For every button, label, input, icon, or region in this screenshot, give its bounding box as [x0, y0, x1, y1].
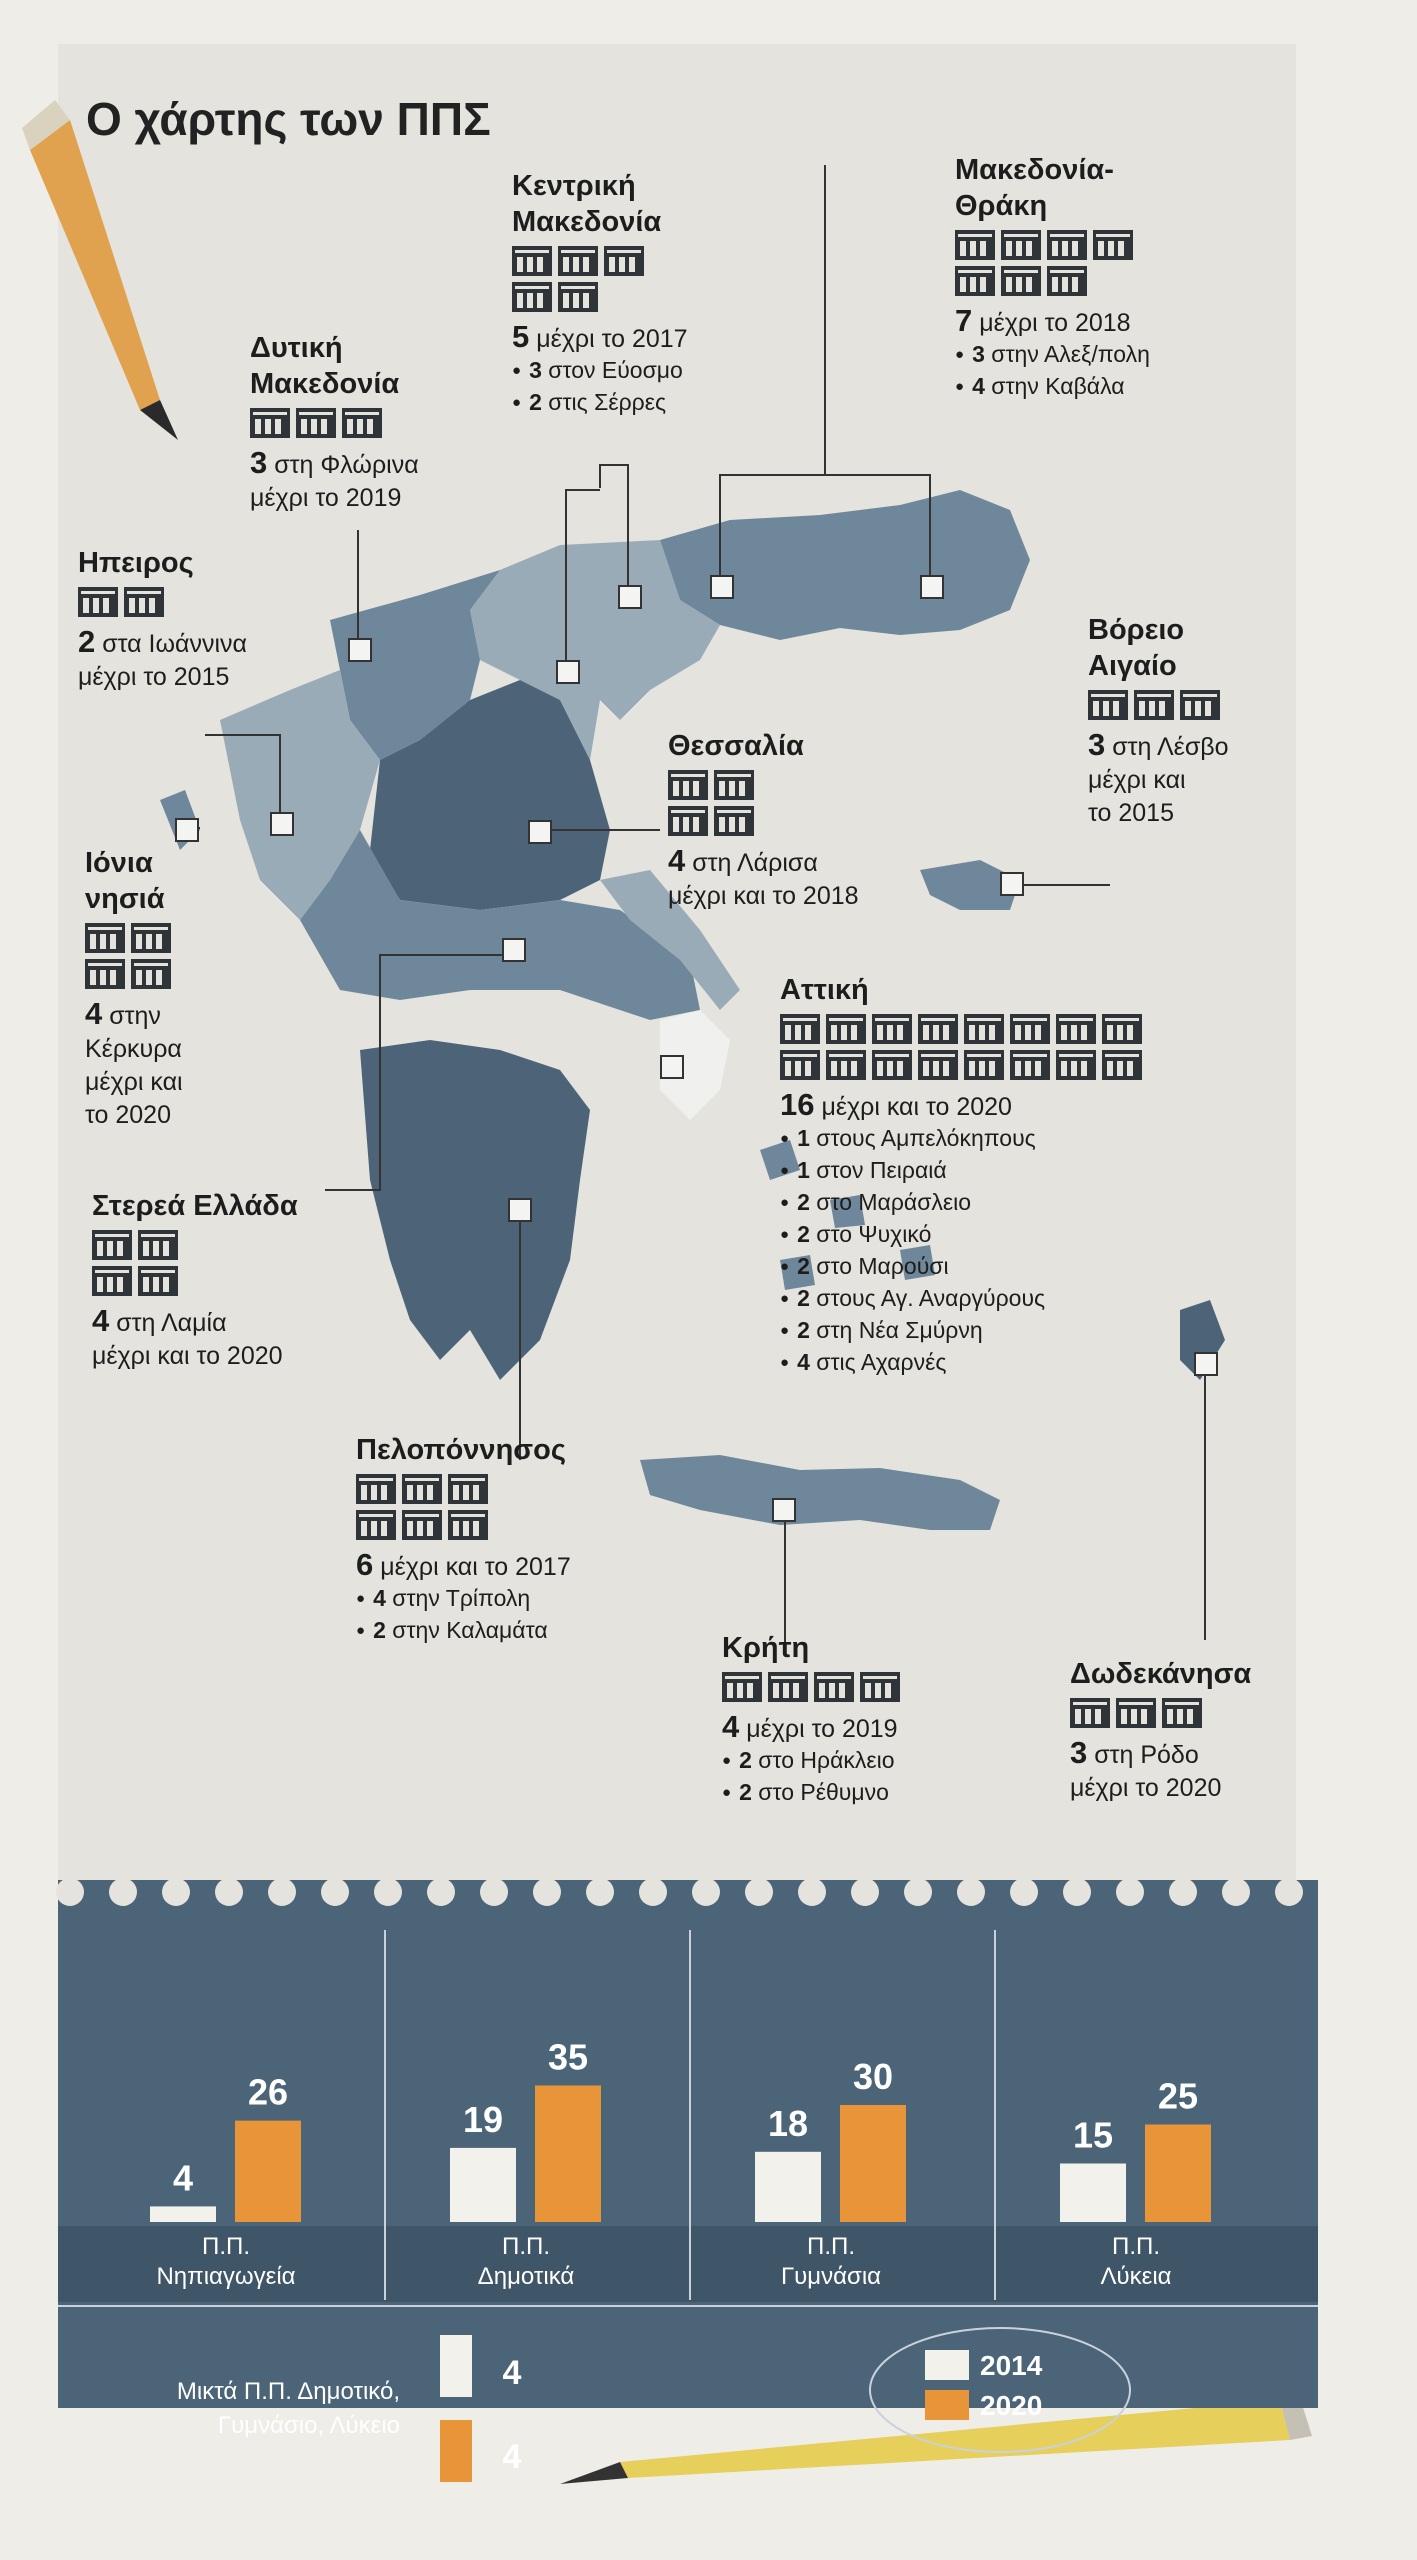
- region-count: 6: [356, 1547, 374, 1582]
- region-name: Κρήτη: [722, 1632, 810, 1664]
- region-count: 4: [668, 843, 686, 878]
- mixed-label-line: Γυμνάσιο, Λύκειο: [217, 2412, 400, 2439]
- region-name: Αττική: [780, 974, 869, 1006]
- category-label: Π.Π.: [502, 2233, 550, 2260]
- region-text: στη Λέσβο: [1112, 733, 1229, 761]
- bullet-item: ● 2 στη Νέα Σμύρνη: [780, 1316, 1160, 1348]
- region-count: 4: [85, 996, 103, 1031]
- region-name: Μακεδονία: [250, 368, 400, 400]
- bullet-item: ● 4 στις Αχαρνές: [780, 1348, 1160, 1380]
- region-text: στη Ρόδο: [1094, 1741, 1199, 1769]
- binding-hole: [480, 1878, 508, 1906]
- mixed-value-2020: 4: [502, 2438, 522, 2476]
- bullet-item: ● 2 στην Καλαμάτα: [356, 1616, 571, 1648]
- binding-hole: [374, 1878, 402, 1906]
- bullet-item: ● 2 στο Μαρούσι: [780, 1252, 1160, 1284]
- region-text: μέχρι το 2018: [979, 309, 1131, 337]
- region-count: 5: [512, 319, 530, 354]
- region-count: 3: [1070, 1735, 1088, 1770]
- binding-hole: [904, 1878, 932, 1906]
- mixed-label-line: Μικτά Π.Π. Δημοτικό,: [176, 2378, 400, 2405]
- legend-swatch-2020: [925, 2390, 969, 2420]
- region-name: Πελοπόννησος: [356, 1434, 566, 1466]
- category-label: Δημοτικά: [477, 2263, 575, 2290]
- binding-hole: [162, 1878, 190, 1906]
- bar-2020: [235, 2121, 301, 2222]
- region-text: το 2020: [85, 1101, 171, 1129]
- region-count: 4: [722, 1709, 740, 1744]
- mixed-bar-2014: [440, 2335, 472, 2397]
- region-name: Στερεά Ελλάδα: [92, 1190, 298, 1222]
- region-text: στη Λαμία: [116, 1309, 227, 1337]
- region-text: μέχρι και: [85, 1068, 183, 1096]
- mixed-value-2014: 4: [502, 2354, 522, 2392]
- page-title: Ο χάρτης των ΠΠΣ: [86, 93, 491, 145]
- region-name: Ηπειρος: [78, 547, 194, 579]
- binding-hole: [586, 1878, 614, 1906]
- binding-hole: [692, 1878, 720, 1906]
- bullet-item: ● 2 στο Ρέθυμνο: [722, 1778, 900, 1810]
- category-label: Π.Π.: [1112, 2233, 1160, 2260]
- bullet-item: ● 2 στις Σέρρες: [512, 388, 688, 420]
- bar-2020: [535, 2086, 601, 2223]
- bullet-item: ● 4 στην Τρίπολη: [356, 1584, 571, 1616]
- region-count: 7: [955, 303, 973, 338]
- region-name: Θράκη: [955, 190, 1048, 222]
- bar-2014: [755, 2152, 821, 2222]
- region-count: 3: [250, 445, 268, 480]
- binding-hole: [109, 1878, 137, 1906]
- bullet-item: ● 3 στην Αλεξ/πολη: [955, 340, 1150, 372]
- binding-hole: [1222, 1878, 1250, 1906]
- region-text: μέχρι το 2017: [536, 325, 688, 353]
- region-text: στη Φλώρινα: [274, 451, 419, 479]
- region-count: 2: [78, 624, 96, 659]
- legend-swatch-2014: [925, 2350, 969, 2380]
- region-text: μέχρι και: [1088, 766, 1186, 794]
- region-text: το 2015: [1088, 799, 1174, 827]
- value-label-2014: 19: [462, 2098, 504, 2140]
- binding-hole: [56, 1878, 84, 1906]
- legend-label-2020: 2020: [980, 2390, 1043, 2421]
- bar-2020: [840, 2105, 906, 2222]
- region-name: Κεντρική: [512, 170, 636, 202]
- category-label: Λύκεια: [1100, 2263, 1172, 2290]
- region-text: μέχρι το 2019: [746, 1715, 898, 1743]
- bullet-item: ● 2 στο Ηράκλειο: [722, 1746, 900, 1778]
- category-label: Π.Π.: [202, 2233, 250, 2260]
- region-name: Αιγαίο: [1088, 650, 1177, 682]
- value-label-2020: 25: [1157, 2075, 1199, 2117]
- category-label: Νηπιαγωγεία: [156, 2263, 296, 2290]
- region-text: μέχρι το 2019: [250, 484, 402, 512]
- region-text: Κέρκυρα: [85, 1035, 182, 1063]
- binding-hole: [851, 1878, 879, 1906]
- region-name: Θεσσαλία: [668, 730, 804, 762]
- bullet-item: ● 3 στον Εύοσμο: [512, 356, 688, 388]
- region-text: στα Ιωάννινα: [102, 630, 247, 658]
- binding-hole: [1116, 1878, 1144, 1906]
- binding-hole: [1010, 1878, 1038, 1906]
- binding-hole: [1275, 1878, 1303, 1906]
- value-label-2020: 30: [852, 2056, 894, 2097]
- bar-2014: [450, 2148, 516, 2222]
- value-label-2014: 15: [1072, 2114, 1114, 2156]
- value-label-2014: 4: [172, 2157, 194, 2199]
- binding-hole: [268, 1878, 296, 1906]
- region-text: μέχρι και το 2020: [821, 1093, 1012, 1121]
- binding-hole: [427, 1878, 455, 1906]
- region-text: στην: [109, 1002, 161, 1030]
- bullet-item: ● 1 στον Πειραιά: [780, 1156, 1160, 1188]
- bar-2014: [150, 2206, 216, 2222]
- region-text: μέχρι το 2020: [1070, 1774, 1222, 1802]
- binding-hole: [745, 1878, 773, 1906]
- binding-hole: [533, 1878, 561, 1906]
- region-count: 3: [1088, 727, 1106, 762]
- bar-2020: [1145, 2125, 1211, 2223]
- region-name: Μακεδονία-: [955, 154, 1114, 186]
- bar-2014: [1060, 2164, 1126, 2223]
- mixed-bar-2020: [440, 2420, 472, 2482]
- region-name: Δωδεκάνησα: [1070, 1658, 1252, 1690]
- mixed-label: [80, 2375, 400, 2443]
- category-label: Π.Π.: [807, 2233, 855, 2260]
- region-count: 4: [92, 1303, 110, 1338]
- binding-hole: [798, 1878, 826, 1906]
- region-count: 16: [780, 1087, 815, 1122]
- region-text: μέχρι και το 2017: [380, 1553, 571, 1581]
- bullet-item: ● 2 στους Αγ. Αναργύρους: [780, 1284, 1160, 1316]
- bullet-item: ● 1 στους Αμπελόκηπους: [780, 1124, 1160, 1156]
- binding-hole: [321, 1878, 349, 1906]
- region-text: μέχρι το 2015: [78, 663, 230, 691]
- region-name: Δυτική: [250, 332, 343, 364]
- region-name: Μακεδονία: [512, 206, 662, 238]
- legend-label-2014: 2014: [980, 2350, 1043, 2381]
- region-text: μέχρι και το 2018: [668, 882, 859, 910]
- bullet-item: ● 4 στην Καβάλα: [955, 372, 1150, 404]
- binding-hole: [1169, 1878, 1197, 1906]
- binding-hole: [215, 1878, 243, 1906]
- value-label-2014: 18: [767, 2102, 809, 2144]
- value-label-2020: 26: [247, 2071, 289, 2113]
- region-text: μέχρι και το 2020: [92, 1342, 283, 1370]
- binding-hole: [1063, 1878, 1091, 1906]
- category-label: Γυμνάσια: [780, 2263, 882, 2290]
- binding-hole: [957, 1878, 985, 1906]
- region-name: Ιόνια: [85, 847, 153, 879]
- value-label-2020: 35: [547, 2036, 589, 2078]
- region-name: νησιά: [85, 883, 165, 915]
- region-name: Βόρειο: [1088, 614, 1185, 646]
- region-text: στη Λάρισα: [692, 849, 818, 877]
- binding-hole: [639, 1878, 667, 1906]
- bullet-item: ● 2 στο Ψυχικό: [780, 1220, 1160, 1252]
- bullet-item: ● 2 στο Μαράσλειο: [780, 1188, 1160, 1220]
